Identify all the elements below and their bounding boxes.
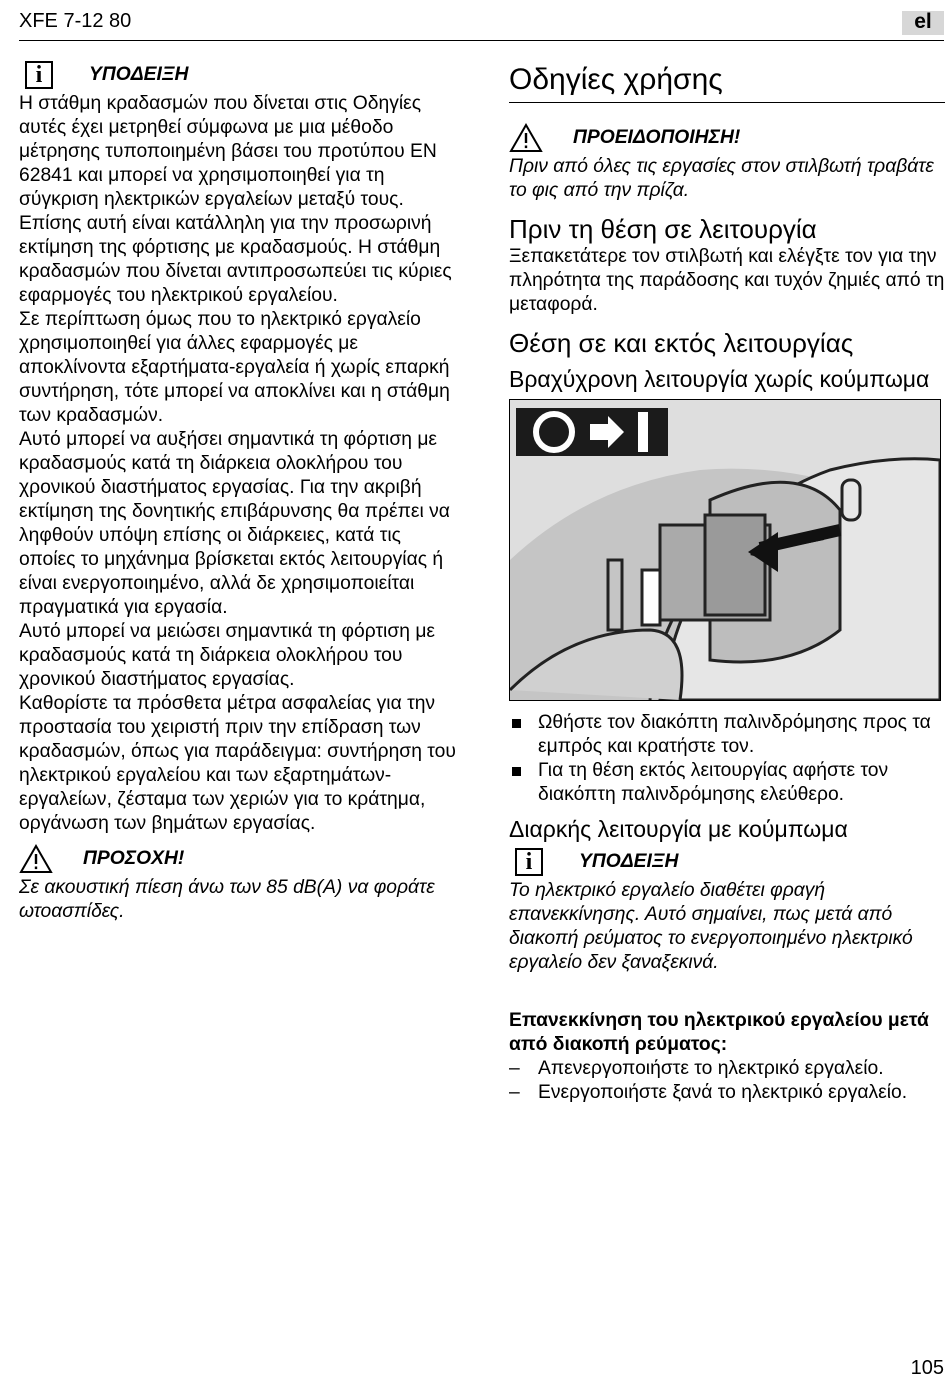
- notice-label: ΥΠΟΔΕΙΞΗ: [89, 64, 189, 85]
- warning-triangle-icon: [509, 123, 543, 153]
- restart-heading: Επανεκκίνηση του ηλεκτρικού εργαλείου μετά από διακοπή ρεύματος:: [509, 1010, 929, 1055]
- heading-on-off: Θέση σε και εκτός λειτουργίας: [509, 328, 854, 358]
- warning-triangle-icon: [19, 844, 53, 874]
- vibration-paragraph-2: Σε περίπτωση όμως που το ηλεκτρικό εργαλείο χρησιμοποιηθεί για άλλες εφαρμογές με αποκλίνοντα εξαρτήματα-εργαλεία ή χωρίς επαρκή συντήρηση, τότε μπορεί να αποκλίνει και η στάθμη των κραδασμών.: [19, 309, 450, 426]
- model-name: XFE 7-12 80: [19, 10, 132, 32]
- list-item: – Ενεργοποιήστε ξανά το ηλεκτρικό εργαλείο.: [509, 1081, 945, 1105]
- vibration-paragraph-1: Η στάθμη κραδασμών που δίνεται στις Οδηγίες αυτές έχει μετρηθεί σύμφωνα με μια μέθοδο μέτρησης τυποποιημένη βάσει του προτύπου EN 62841 και μπορεί να χρησιμοποιηθεί για τη σύγκριση ηλεκτρικών εργαλείων μεταξύ τους. Επίσης αυτή είναι κατάλληλη για την προσωρινή εκτίμηση της φόρτισης με κραδασμούς. Η στάθμη κραδασμών που δίνεται αντιπροσωπεύει τις κύριες εφαρμογές του ηλεκτρικού εργαλείου.: [19, 93, 452, 306]
- warning-label: ΠΡΟΕΙΔΟΠΟΙΗΣΗ!: [573, 127, 741, 148]
- info-icon: i: [25, 61, 53, 89]
- section-title: Οδηγίες χρήσης: [509, 62, 945, 103]
- heading-before-operation: Πριν τη θέση σε λειτουργία: [509, 214, 817, 244]
- heading-short-operation: Βραχύχρονη λειτουργία χωρίς κούμπωμα: [509, 366, 930, 392]
- notice-header: [19, 58, 459, 92]
- right-column: [509, 58, 945, 1105]
- caution-label: ΠΡΟΣΟΧΗ!: [83, 848, 185, 869]
- vibration-paragraph-5: Καθορίστε τα πρόσθετα μέτρα ασφαλείας για την προστασία του χειριστή πριν την επίδραση των κραδασμών, όπως για παράδειγμα: συντήρηση του ηλεκτρικού εργαλείου και των εξαρτημάτων-εργαλείων, ζέσταμα των χεριών για το κράτημα, οργάνωση των βημάτων εργασίας.: [19, 693, 456, 834]
- vibration-paragraph-4: Αυτό μπορεί να μειώσει σημαντικά τη φόρτιση με κραδασμούς κατά τη διάρκεια ολοκλήρου του χρονικού διαστήματος εργασίας.: [19, 621, 436, 690]
- page-number: 105: [910, 1357, 944, 1379]
- heading-continuous-operation: Διαρκής λειτουργία με κούμπωμα: [509, 816, 848, 842]
- language-badge: el: [902, 11, 944, 35]
- caution-text: Σε ακουστική πίεση άνω των 85 dB(A) να φοράτε ωτοασπίδες.: [19, 877, 435, 922]
- restart-steps: [509, 1057, 945, 1105]
- list-item: Ωθήστε τον διακόπτη παλινδρόμησης προς τα εμπρός και κρατήστε τον.: [509, 711, 945, 759]
- warning-text: Πριν από όλες τις εργασίες στον στιλβωτή τραβάτε το φις από την πρίζα.: [509, 156, 934, 201]
- notice-header-right: [509, 845, 945, 879]
- list-item: Για τη θέση εκτός λειτουργίας αφήστε τον διακόπτη παλινδρόμησης ελεύθερο.: [509, 759, 945, 807]
- trigger-switch-drawing: [510, 400, 940, 700]
- left-column: [19, 58, 459, 924]
- vibration-paragraph-3: Αυτό μπορεί να αυξήσει σημαντικά τη φόρτιση με κραδασμούς κατά τη διάρκεια ολοκλήρου του χρονικού διαστήματος εργασίας. Για την ακριβή εκτίμηση της δονητικής επιβάρυνσης θα πρέπει να ληφθούν υπόψη επίσης οι διάρκειες, κατά τις οποίες το μηχάνημα βρίσκεται εκτός λειτουργίας ή είναι ενεργοποιημένο, αλλά δε χρησιμοποιείται πραγματικά για εργασία.: [19, 429, 450, 618]
- short-operation-steps: [509, 711, 945, 807]
- restart-lock-text: Το ηλεκτρικό εργαλείο διαθέτει φραγή επανεκκίνησης. Αυτό σημαίνει, πως μετά από διακοπή ρεύματος το ενεργοποιημένο ηλεκτρικό εργαλείο δεν ξαναξεκινά.: [509, 880, 913, 973]
- list-item: – Απενεργοποιήστε το ηλεκτρικό εργαλείο.: [509, 1057, 945, 1081]
- before-operation-text: Ξεπακετάτερε τον στιλβωτή και ελέγξτε τον για την πληρότητα της παράδοσης και τυχόν ζημιές από τη μεταφορά.: [509, 246, 945, 315]
- page-header: [19, 8, 944, 41]
- warning-header: [509, 121, 945, 155]
- info-icon: i: [515, 848, 543, 876]
- switch-illustration: [509, 399, 941, 701]
- caution-header: [19, 842, 459, 876]
- notice-label-right: ΥΠΟΔΕΙΞΗ: [579, 851, 679, 872]
